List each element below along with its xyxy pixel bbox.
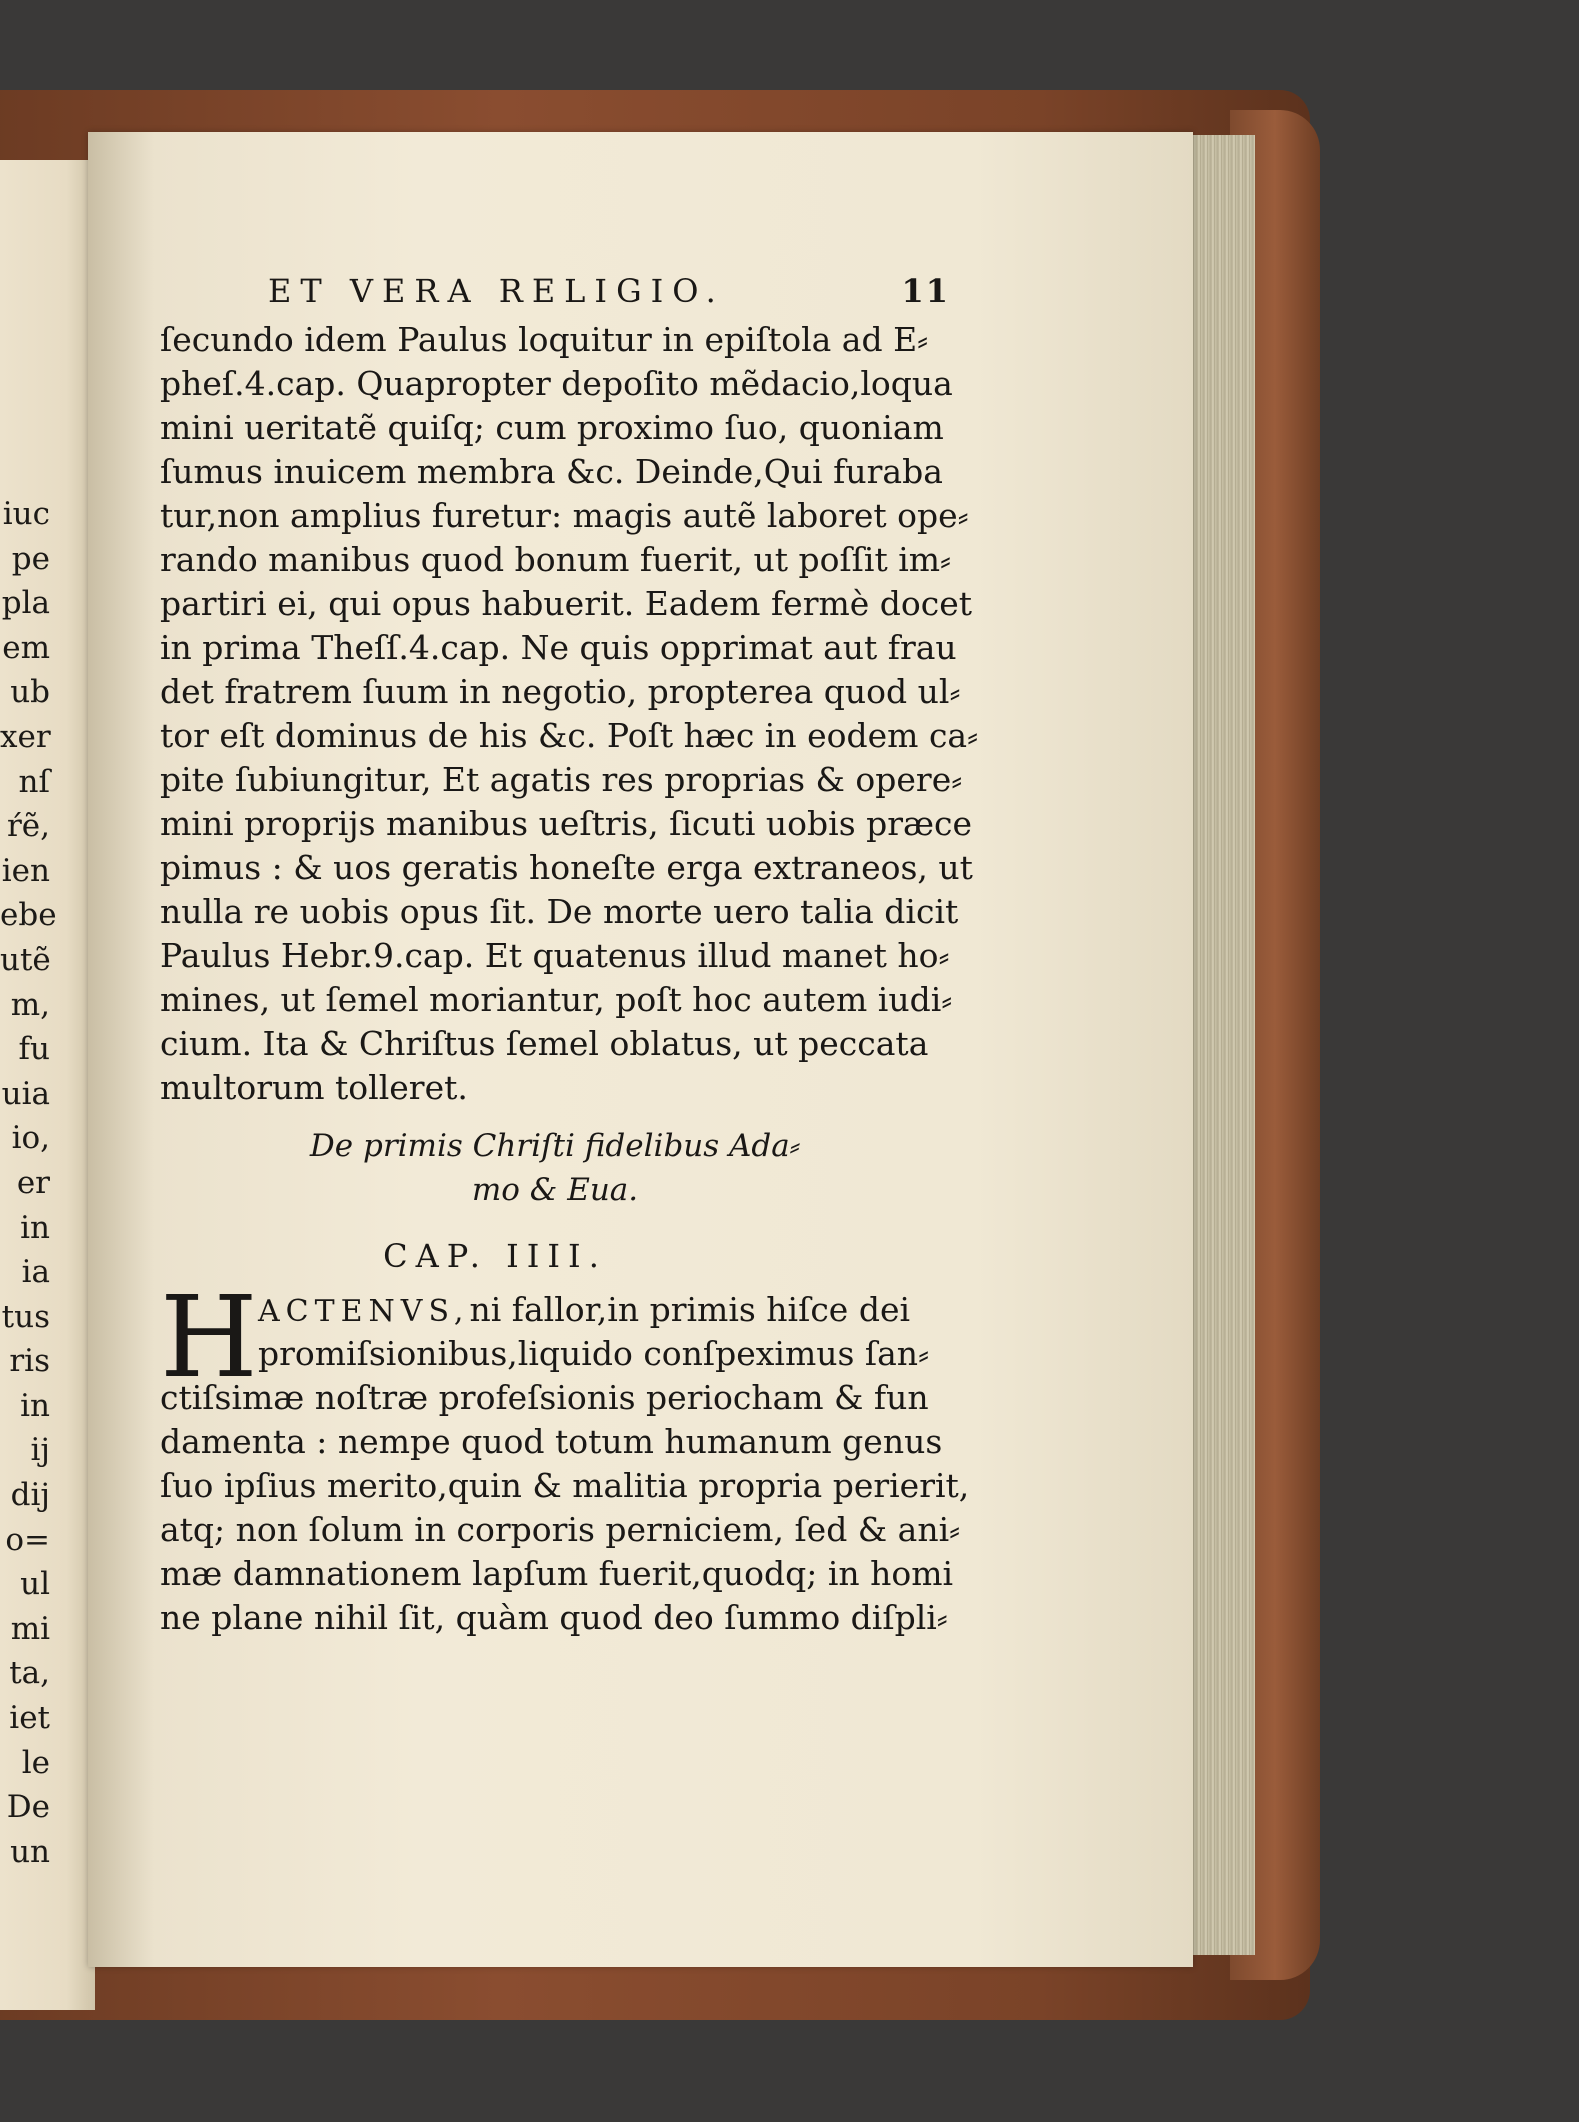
paragraph-line: promiſsionibus,liquido conſpeximus ſan⸗ — [258, 1334, 930, 1373]
subheading-line: mo & Eua. — [471, 1172, 639, 1208]
page-text-block — [160, 272, 979, 1640]
left-page-fragment: mi — [10, 1610, 50, 1647]
body-line: partiri ei, qui opus habuerit. Eadem fermè docet — [160, 584, 973, 623]
left-page-fragment: ul — [20, 1566, 50, 1603]
left-page-fragment: xer — [0, 718, 51, 755]
paragraph-line: mæ damnationem lapſum fuerit,quodq; in homi — [160, 1554, 954, 1593]
paragraph-line — [160, 1288, 950, 1332]
left-page-fragment: ub — [10, 674, 50, 711]
left-page-fragment: ij — [30, 1432, 50, 1469]
body-line: pimus : & uos geratis honeſte erga extraneos, ut — [160, 848, 973, 887]
left-page-fragment: le — [21, 1744, 50, 1781]
body-text — [160, 318, 979, 1110]
body-line: cium. Ita & Chriſtus ſemel oblatus, ut peccata — [160, 1024, 929, 1063]
body-line: mini proprijs manibus ueſtris, ſicuti uobis præce — [160, 804, 973, 843]
chapter-paragraph — [160, 1273, 970, 1640]
body-line: ſecundo idem Paulus loquitur in epiſtola ad E⸗ — [160, 320, 929, 359]
running-head — [268, 272, 950, 318]
left-page-fragment: ŕẽ, — [6, 808, 50, 845]
opening-word: ACTENVS, — [258, 1294, 470, 1329]
body-line: multorum tolleret. — [160, 1068, 468, 1107]
left-page-fragment: iet — [9, 1700, 50, 1737]
left-page-fragment: pla — [1, 585, 50, 622]
left-page-fragment: m, — [10, 986, 50, 1023]
left-page-fragment: un — [10, 1833, 50, 1870]
body-line: det fratrem ſuum in negotio, propterea quod ul⸗ — [160, 672, 961, 711]
left-page-fragment: in — [20, 1209, 50, 1246]
running-head-title: ET VERA RELIGIO. — [268, 272, 725, 310]
left-page-fragment: pe — [11, 540, 50, 577]
body-line: pheſ.4.cap. Quapropter depoſito mẽdacio,loqua — [160, 364, 953, 403]
paragraph-line: ne plane nihil ſit, quàm quod deo ſummo diſpli⸗ — [160, 1598, 948, 1637]
body-line: Paulus Hebr.9.cap. Et quatenus illud manet ho⸗ — [160, 936, 950, 975]
body-line: rando manibus quod bonum fuerit, ut poſſit im⸗ — [160, 540, 952, 579]
left-page-fragment: ia — [21, 1254, 50, 1291]
paragraph-line: ctiſsimæ noſtræ profeſsionis periocham & fun — [160, 1378, 929, 1417]
left-page-fragment: o= — [5, 1521, 50, 1558]
left-page-text — [0, 492, 57, 1874]
left-page-fragment: ebe — [0, 897, 57, 934]
paragraph-line: ſuo ipſius merito,quin & malitia propria perierit, — [160, 1466, 970, 1505]
left-page-fragment: uia — [1, 1075, 50, 1112]
left-page — [0, 160, 95, 2010]
left-page-fragment: nſ — [18, 763, 50, 800]
body-line: tor eſt dominus de his &c. Poſt hæc in eodem ca⸗ — [160, 716, 979, 755]
left-page-fragment: dij — [10, 1477, 50, 1514]
section-subheading — [160, 1124, 950, 1212]
left-page-fragment: ien — [1, 852, 50, 889]
body-line: tur,non amplius furetur: magis autẽ laboret ope⸗ — [160, 496, 969, 535]
drop-capital: H — [160, 1273, 258, 1403]
left-page-fragment: utẽ — [0, 941, 51, 978]
left-page-fragment: iuc — [2, 496, 50, 532]
left-page-fragment: fu — [18, 1031, 50, 1068]
body-line: mini ueritatẽ quiſq; cum proximo ſuo, quoniam — [160, 408, 944, 447]
paragraph-line: atq; non ſolum in corporis perniciem, ſed & ani⸗ — [160, 1510, 961, 1549]
left-page-fragment: tus — [1, 1298, 50, 1335]
left-page-fragment: ta, — [9, 1655, 50, 1692]
left-page-fragment: er — [16, 1164, 50, 1201]
body-line: mines, ut ſemel moriantur, poſt hoc autem iudi⸗ — [160, 980, 953, 1019]
left-page-fragment: ris — [9, 1343, 50, 1380]
body-line: pite ſubiungitur, Et agatis res proprias & opere⸗ — [160, 760, 963, 799]
chapter-heading: CAP. IIII. — [383, 1237, 607, 1275]
body-line: in prima Theſſ.4.cap. Ne quis opprimat aut frau — [160, 628, 957, 667]
left-page-fragment: in — [20, 1387, 50, 1424]
left-page-fragment: em — [2, 629, 50, 666]
subheading-line: De primis Chriſti fidelibus Ada⸗ — [309, 1128, 801, 1164]
body-line: nulla re uobis opus ſit. De morte uero talia dicit — [160, 892, 959, 931]
paragraph-line: damenta : nempe quod totum humanum genus — [160, 1422, 943, 1461]
left-page-fragment: io, — [11, 1120, 50, 1157]
first-line-rest: ni fallor,in primis hiſce dei — [469, 1290, 911, 1329]
body-line: ſumus inuicem membra &c. Deinde,Qui furaba — [160, 452, 943, 491]
left-page-fragment: De — [6, 1789, 50, 1826]
folio-number: 11 — [901, 272, 950, 310]
